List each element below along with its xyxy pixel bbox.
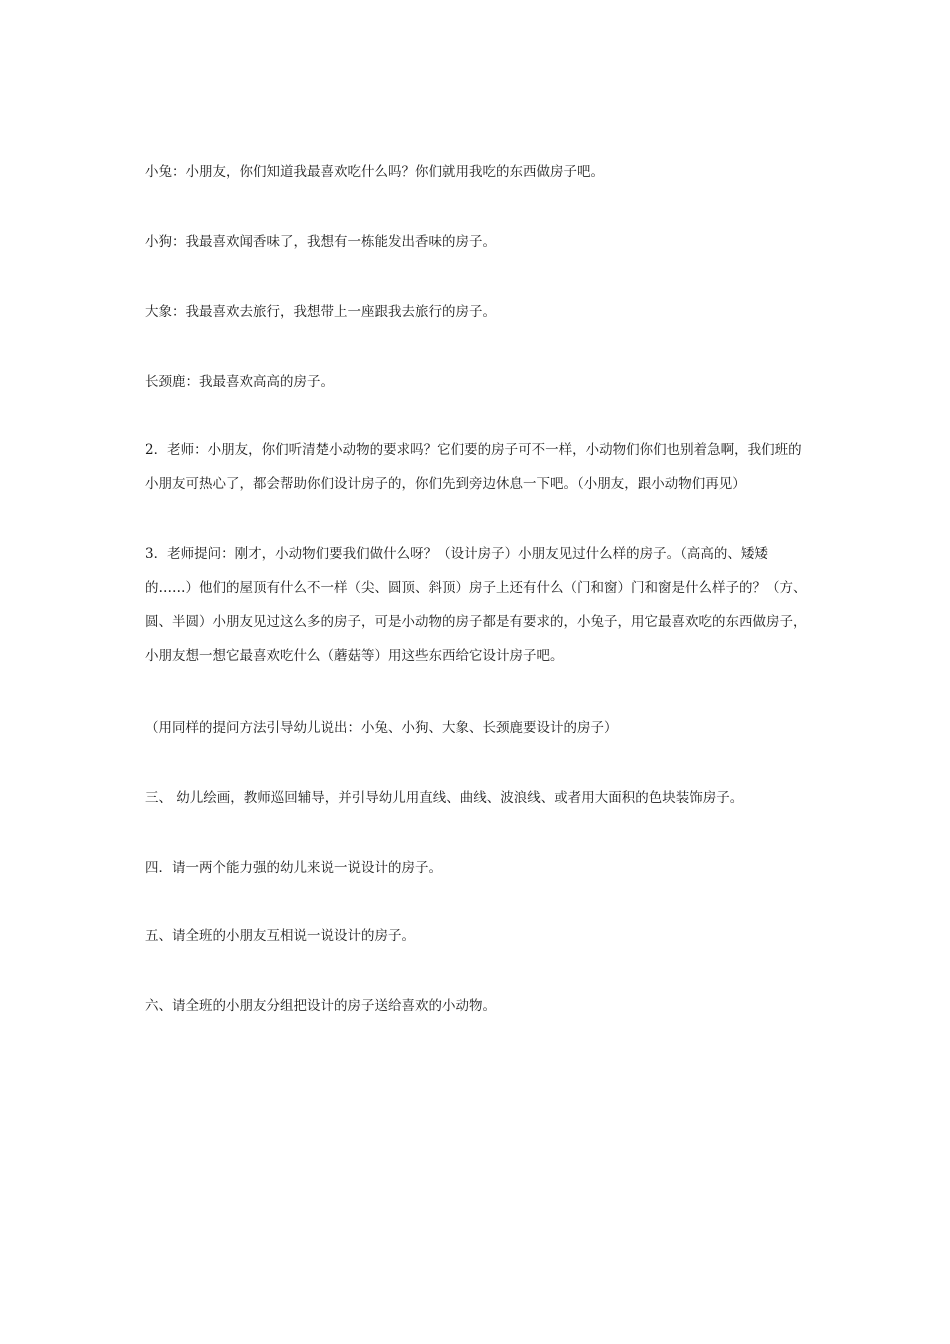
- paragraph-note: （用同样的提问方法引导幼儿说出：小兔、小狗、大象、长颈鹿要设计的房子）: [145, 720, 618, 736]
- paragraph-section-5: 五、请全班的小朋友互相说一说设计的房子。: [145, 928, 415, 944]
- paragraph-elephant: 大象：我最喜欢去旅行，我想带上一座跟我去旅行的房子。: [145, 304, 496, 320]
- paragraph-section-4: 四．请一两个能力强的幼儿来说一说设计的房子。: [145, 860, 442, 876]
- paragraph-dog: 小狗：我最喜欢闻香味了，我想有一栋能发出香味的房子。: [145, 234, 496, 250]
- paragraph-rabbit: 小兔：小朋友，你们知道我最喜欢吃什么吗？你们就用我吃的东西做房子吧。: [145, 164, 604, 180]
- paragraph-step-2: 2．老师：小朋友，你们听清楚小动物的要求吗？它们要的房子可不一样，小动物们你们也别着急啊，我们班的小朋友可热心了，都会帮助你们设计房子的，你们先到旁边休息一下吧。（小朋友，跟小动物们再见）: [145, 442, 802, 492]
- paragraph-section-6: 六、请全班的小朋友分组把设计的房子送给喜欢的小动物。: [145, 998, 496, 1014]
- paragraph-giraffe: 长颈鹿：我最喜欢高高的房子。: [145, 374, 334, 390]
- paragraph-section-3: 三、 幼儿绘画，教师巡回辅导，并引导幼儿用直线、曲线、波浪线、或者用大面积的色块装饰房子。: [145, 790, 744, 806]
- paragraph-step-3: 3．老师提问：刚才，小动物们要我们做什么呀？（设计房子）小朋友见过什么样的房子。（高高的、矮矮的……）他们的屋顶有什么不一样（尖、圆顶、斜顶）房子上还有什么（门和窗）门和窗是什么样子的？（方、圆、半圆）小朋友见过这么多的房子，可是小动物的房子都是有要求的，小兔子，用它最喜欢吃的东西做房子，小朋友想一想它最喜欢吃什么（蘑菇等）用这些东西给它设计房子吧。: [145, 546, 807, 664]
